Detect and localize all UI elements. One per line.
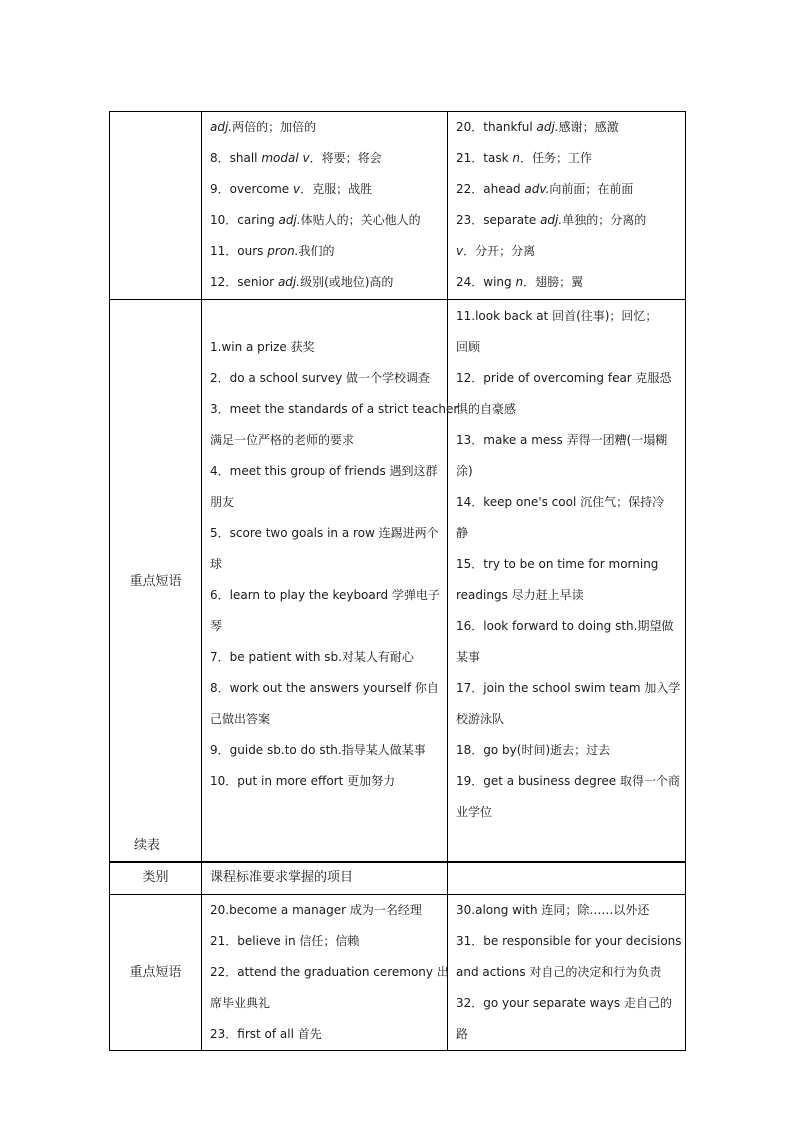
phrase-line: 21．believe in 信任；信赖	[210, 934, 360, 948]
word-entry: 21．task n．任务；工作	[456, 151, 592, 165]
word-entry: 11．ours pron.我们的	[210, 244, 335, 258]
phrase-line: 5．score two goals in a row 连踢进两个	[210, 526, 439, 540]
word-entry: 10．caring adj.体贴人的；关心他人的	[210, 213, 421, 227]
phrase-line: 32．go your separate ways 走自己的	[456, 996, 672, 1010]
phrase-line: 4．meet this group of friends 遇到这群	[210, 464, 438, 478]
vocabulary-table-continued	[109, 861, 686, 1051]
phrase-line: 琴	[210, 619, 223, 633]
phrase-line: 涂)	[456, 464, 473, 478]
word-entry: 12．senior adj.级别(或地位)高的	[210, 275, 394, 289]
phrase-line: 球	[210, 557, 223, 571]
phrase-list-right	[448, 300, 686, 863]
phrase-line: 静	[456, 526, 469, 540]
phrase-list-left	[202, 300, 459, 863]
phrase-line: 朋友	[210, 495, 235, 509]
phrase-line: 2．do a school survey 做一个学校调查	[210, 371, 431, 385]
phrase-line: 11.look back at 回首(往事)；回忆；	[456, 309, 658, 323]
phrase-line: 22．attend the graduation ceremony 出	[210, 965, 449, 979]
phrase-line: 10．put in more effort 更加努力	[210, 774, 396, 788]
phrase-line: 路	[456, 1027, 469, 1041]
phrase-line: 16．look forward to doing sth.期望做	[456, 619, 674, 633]
phrase-line: 20.become a manager 成为一名经理	[210, 903, 422, 917]
phrase-line: 12．pride of overcoming fear 克服恐	[456, 371, 672, 385]
phrase-line: 满足一位严格的老师的要求	[210, 433, 355, 447]
phrase-line: 19．get a business degree 取得一个商	[456, 774, 680, 788]
table-header-row	[110, 862, 686, 895]
phrase-line: 6．learn to play the keyboard 学弹电子	[210, 588, 440, 602]
table-row	[110, 895, 686, 1051]
phrase-line: 8．work out the answers yourself 你自	[210, 681, 439, 695]
phrase-list-right	[448, 895, 686, 1051]
phrase-line: 18．go by(时间)逝去；过去	[456, 743, 611, 757]
phrase-line: 17．join the school swim team 加入学	[456, 681, 681, 695]
table-row	[110, 112, 686, 300]
phrase-line: 业学位	[456, 805, 493, 819]
word-entry: 23．separate adj.单独的；分离的	[456, 213, 647, 227]
phrase-line: 31．be responsible for your decisions	[456, 934, 682, 948]
phrase-line: 惧的自豪感	[456, 402, 517, 416]
table-row	[110, 300, 686, 863]
phrase-line: 15．try to be on time for morning	[456, 557, 659, 571]
word-entry: 24．wing n．翅膀；翼	[456, 275, 584, 289]
phrase-line: readings 尽力赶上早读	[456, 588, 584, 602]
word-entry: adj.两倍的；加倍的	[210, 120, 317, 134]
phrase-line: 13．make a mess 弄得一团糟(一塌糊	[456, 433, 668, 447]
phrase-line: 回顾	[456, 340, 481, 354]
phrase-line: 某事	[456, 650, 481, 664]
word-list-right	[448, 112, 686, 300]
phrase-list-left	[202, 895, 448, 1051]
phrase-line: 席毕业典礼	[210, 996, 271, 1010]
header-items: 课程标准要求掌握的项目	[202, 862, 448, 895]
word-entry: 9．overcome v．克服；战胜	[210, 182, 373, 196]
phrase-line: 1.win a prize 获奖	[210, 340, 315, 354]
continued-label: 续表	[134, 838, 161, 853]
phrase-line: 己做出答案	[210, 712, 271, 726]
phrase-line: 校游泳队	[456, 712, 505, 726]
header-blank	[448, 862, 686, 895]
category-cell: 重点短语	[110, 300, 202, 863]
word-entry: 8．shall modal v．将要；将会	[210, 151, 382, 165]
phrase-line: 23．first of all 首先	[210, 1027, 322, 1041]
word-entry: 20．thankful adj.感谢；感激	[456, 120, 619, 134]
word-list-left	[202, 112, 448, 300]
word-entry: v．分开；分离	[456, 244, 536, 258]
category-cell-empty	[110, 112, 202, 300]
header-category: 类别	[110, 862, 202, 895]
phrase-line: and actions 对自己的决定和行为负责	[456, 965, 662, 979]
word-entry: 22．ahead adv.向前面；在前面	[456, 182, 634, 196]
category-cell: 重点短语	[110, 895, 202, 1051]
vocabulary-table	[109, 111, 686, 863]
phrase-line: 30.along with 连同；除……以外还	[456, 903, 650, 917]
phrase-line: 9．guide sb.to do sth.指导某人做某事	[210, 743, 426, 757]
phrase-line: 7．be patient with sb.对某人有耐心	[210, 650, 414, 664]
phrase-line: 3．meet the standards of a strict teacher	[210, 402, 459, 416]
phrase-line: 14．keep one's cool 沉住气；保持冷	[456, 495, 665, 509]
